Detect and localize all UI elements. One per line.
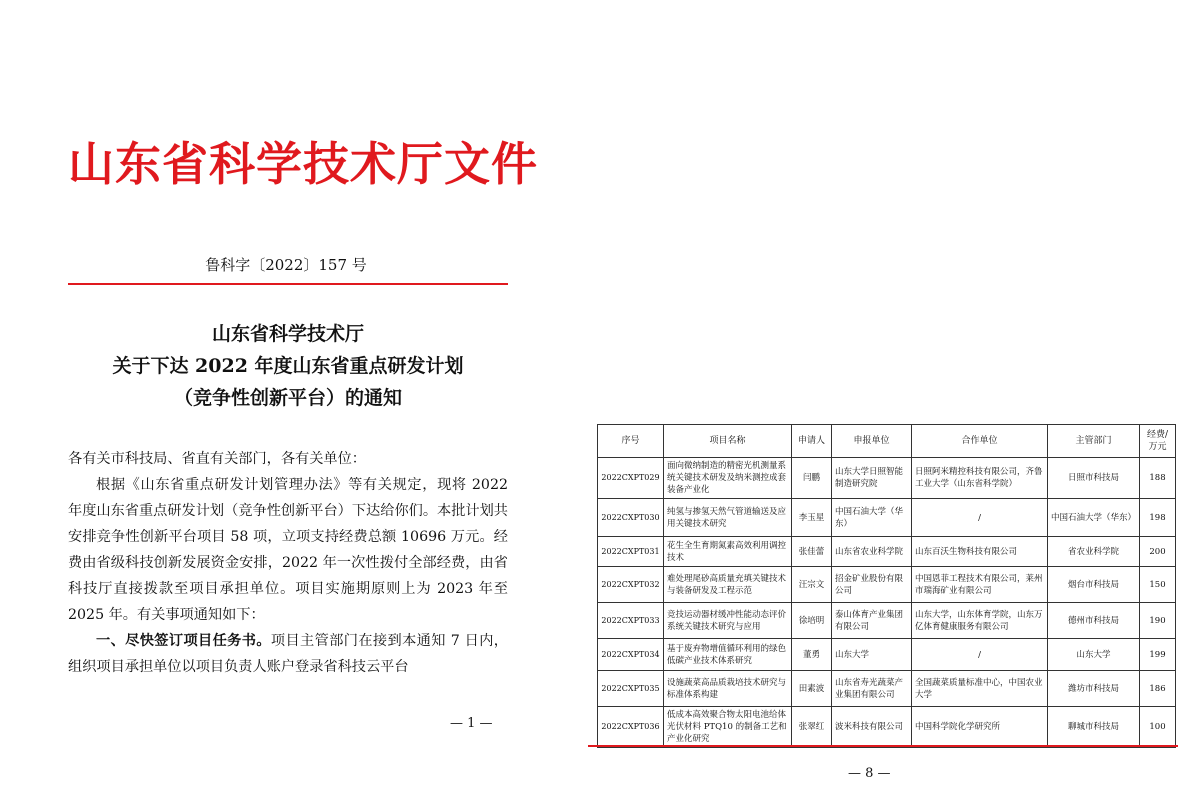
- cell-partner-unit: 山东百沃生物科技有限公司: [912, 537, 1048, 567]
- page-number-left: — 1 —: [450, 716, 493, 731]
- projects-table: [597, 424, 1176, 748]
- cell-seq: 2022CXPT035: [598, 671, 664, 707]
- table-row: [598, 671, 1176, 707]
- cell-department: 日照市科技局: [1048, 458, 1140, 499]
- document-header-title: 山东省科学技术厅文件: [68, 137, 538, 191]
- table-header-row: [598, 425, 1176, 458]
- cell-applying-unit: 波米科技有限公司: [832, 707, 912, 748]
- header-applying-unit: 申报单位: [832, 425, 912, 458]
- cell-funding: 186: [1140, 671, 1176, 707]
- table-row: [598, 458, 1176, 499]
- cell-funding: 190: [1140, 603, 1176, 639]
- cell-applying-unit: 招金矿业股份有限公司: [832, 567, 912, 603]
- table-row: [598, 603, 1176, 639]
- title-line-1: 山东省科学技术厅: [211, 323, 364, 345]
- cell-applying-unit: 山东省寿光蔬菜产业集团有限公司: [832, 671, 912, 707]
- cell-funding: 199: [1140, 639, 1176, 671]
- cell-department: 潍坊市科技局: [1048, 671, 1140, 707]
- header-applicant: 申请人: [792, 425, 832, 458]
- body-paragraph-1: 根据《山东省重点研发计划管理办法》等有关规定，现将 2022 年度山东省重点研发计划（竞争性创新平台）下达给你们。本批计划共安排竞争性创新平台项目 58 项，立项支持经费总额 10696 万元。经费由省级科技创新发展资金安排，2022 年一次性拨付全部经费，由省科技厅直接拨款至项目承担单位。项目实施期原则上为 2023 年至 2025 年。有关事项通知如下：: [68, 477, 508, 623]
- cell-applicant: 张佳蕾: [792, 537, 832, 567]
- cell-applying-unit: 山东省农业科学院: [832, 537, 912, 567]
- cell-project-name: 设施蔬菜高品质栽培技术研究与标准体系构建: [664, 671, 792, 707]
- cell-partner-unit: 山东大学，山东体育学院，山东万亿体育健康服务有限公司: [912, 603, 1048, 639]
- table-row: [598, 639, 1176, 671]
- cell-seq: 2022CXPT029: [598, 458, 664, 499]
- table-row: [598, 707, 1176, 748]
- cell-funding: 188: [1140, 458, 1176, 499]
- header-funding: 经费/万元: [1140, 425, 1176, 458]
- cell-project-name: 低成本高效聚合物太阳电池给体光伏材料 PTQ10 的制备工艺和产业化研究: [664, 707, 792, 748]
- header-project-name: 项目名称: [664, 425, 792, 458]
- cell-applicant: 田素波: [792, 671, 832, 707]
- cell-applicant: 徐培明: [792, 603, 832, 639]
- table-row: [598, 537, 1176, 567]
- cell-seq: 2022CXPT034: [598, 639, 664, 671]
- cell-partner-unit: /: [912, 639, 1048, 671]
- cell-funding: 150: [1140, 567, 1176, 603]
- cell-funding: 198: [1140, 499, 1176, 537]
- cell-partner-unit: 中国科学院化学研究所: [912, 707, 1048, 748]
- cell-partner-unit: 中国恩菲工程技术有限公司，莱州市瑞海矿业有限公司: [912, 567, 1048, 603]
- cell-department: 山东大学: [1048, 639, 1140, 671]
- red-divider-line: [68, 283, 508, 285]
- cell-seq: 2022CXPT031: [598, 537, 664, 567]
- cell-seq: 2022CXPT036: [598, 707, 664, 748]
- cell-project-name: 基于废弃物增值循环利用的绿色低碳产业技术体系研究: [664, 639, 792, 671]
- cell-applicant: 闫鹏: [792, 458, 832, 499]
- cell-applicant: 汪宗文: [792, 567, 832, 603]
- section-1-text: 项目主管部门在接到本通知 7 日内，组织项目承担单位以项目负责人账户登录省科技云平台: [68, 633, 508, 675]
- cell-applicant: 张翠红: [792, 707, 832, 748]
- header-partner-unit: 合作单位: [912, 425, 1048, 458]
- cell-department: 省农业科学院: [1048, 537, 1140, 567]
- title-line-3: （竞争性创新平台）的通知: [173, 387, 402, 409]
- cell-partner-unit: 全国蔬菜质量标准中心，中国农业大学: [912, 671, 1048, 707]
- cell-seq: 2022CXPT033: [598, 603, 664, 639]
- cell-applying-unit: 山东大学: [832, 639, 912, 671]
- cell-seq: 2022CXPT032: [598, 567, 664, 603]
- cell-department: 德州市科技局: [1048, 603, 1140, 639]
- section-1-heading: 一、尽快签订项目任务书。: [96, 633, 271, 649]
- table-row: [598, 499, 1176, 537]
- salutation: 各有关市科技局、省直有关部门，各有关单位：: [68, 451, 366, 467]
- table-row: [598, 567, 1176, 603]
- cell-applying-unit: 泰山体育产业集团有限公司: [832, 603, 912, 639]
- cell-partner-unit: 日照阿米精控科技有限公司，齐鲁工业大学（山东省科学院）: [912, 458, 1048, 499]
- cell-partner-unit: /: [912, 499, 1048, 537]
- cell-project-name: 难处理尾砂高质量充填关键技术与装备研发及工程示范: [664, 567, 792, 603]
- cell-project-name: 竞技运动器材缓冲性能动态评价系统关键技术研究与应用: [664, 603, 792, 639]
- cell-department: 烟台市科技局: [1048, 567, 1140, 603]
- bottom-red-rule: [588, 745, 1178, 747]
- title-line-2: 关于下达 2022 年度山东省重点研发计划: [112, 355, 464, 377]
- cell-department: 聊城市科技局: [1048, 707, 1140, 748]
- page-number-right: — 8 —: [848, 766, 891, 781]
- cell-applying-unit: 中国石油大学（华东）: [832, 499, 912, 537]
- cell-applying-unit: 山东大学日照智能制造研究院: [832, 458, 912, 499]
- cell-seq: 2022CXPT030: [598, 499, 664, 537]
- cell-applicant: 董勇: [792, 639, 832, 671]
- cell-project-name: 面向微纳制造的精密光机测量系统关键技术研发及纳米测控成套装备产业化: [664, 458, 792, 499]
- header-seq: 序号: [598, 425, 664, 458]
- cell-funding: 100: [1140, 707, 1176, 748]
- notice-title: [68, 318, 508, 414]
- cell-department: 中国石油大学（华东）: [1048, 499, 1140, 537]
- document-number: 鲁科字〔2022〕157 号: [205, 256, 367, 274]
- cell-applicant: 李玉星: [792, 499, 832, 537]
- cell-funding: 200: [1140, 537, 1176, 567]
- header-department: 主管部门: [1048, 425, 1140, 458]
- cell-project-name: 花生全生育期氮素高效利用调控技术: [664, 537, 792, 567]
- cell-project-name: 纯氢与掺氢天然气管道输送及应用关键技术研究: [664, 499, 792, 537]
- notice-body: [68, 446, 508, 680]
- section-1: [68, 628, 508, 680]
